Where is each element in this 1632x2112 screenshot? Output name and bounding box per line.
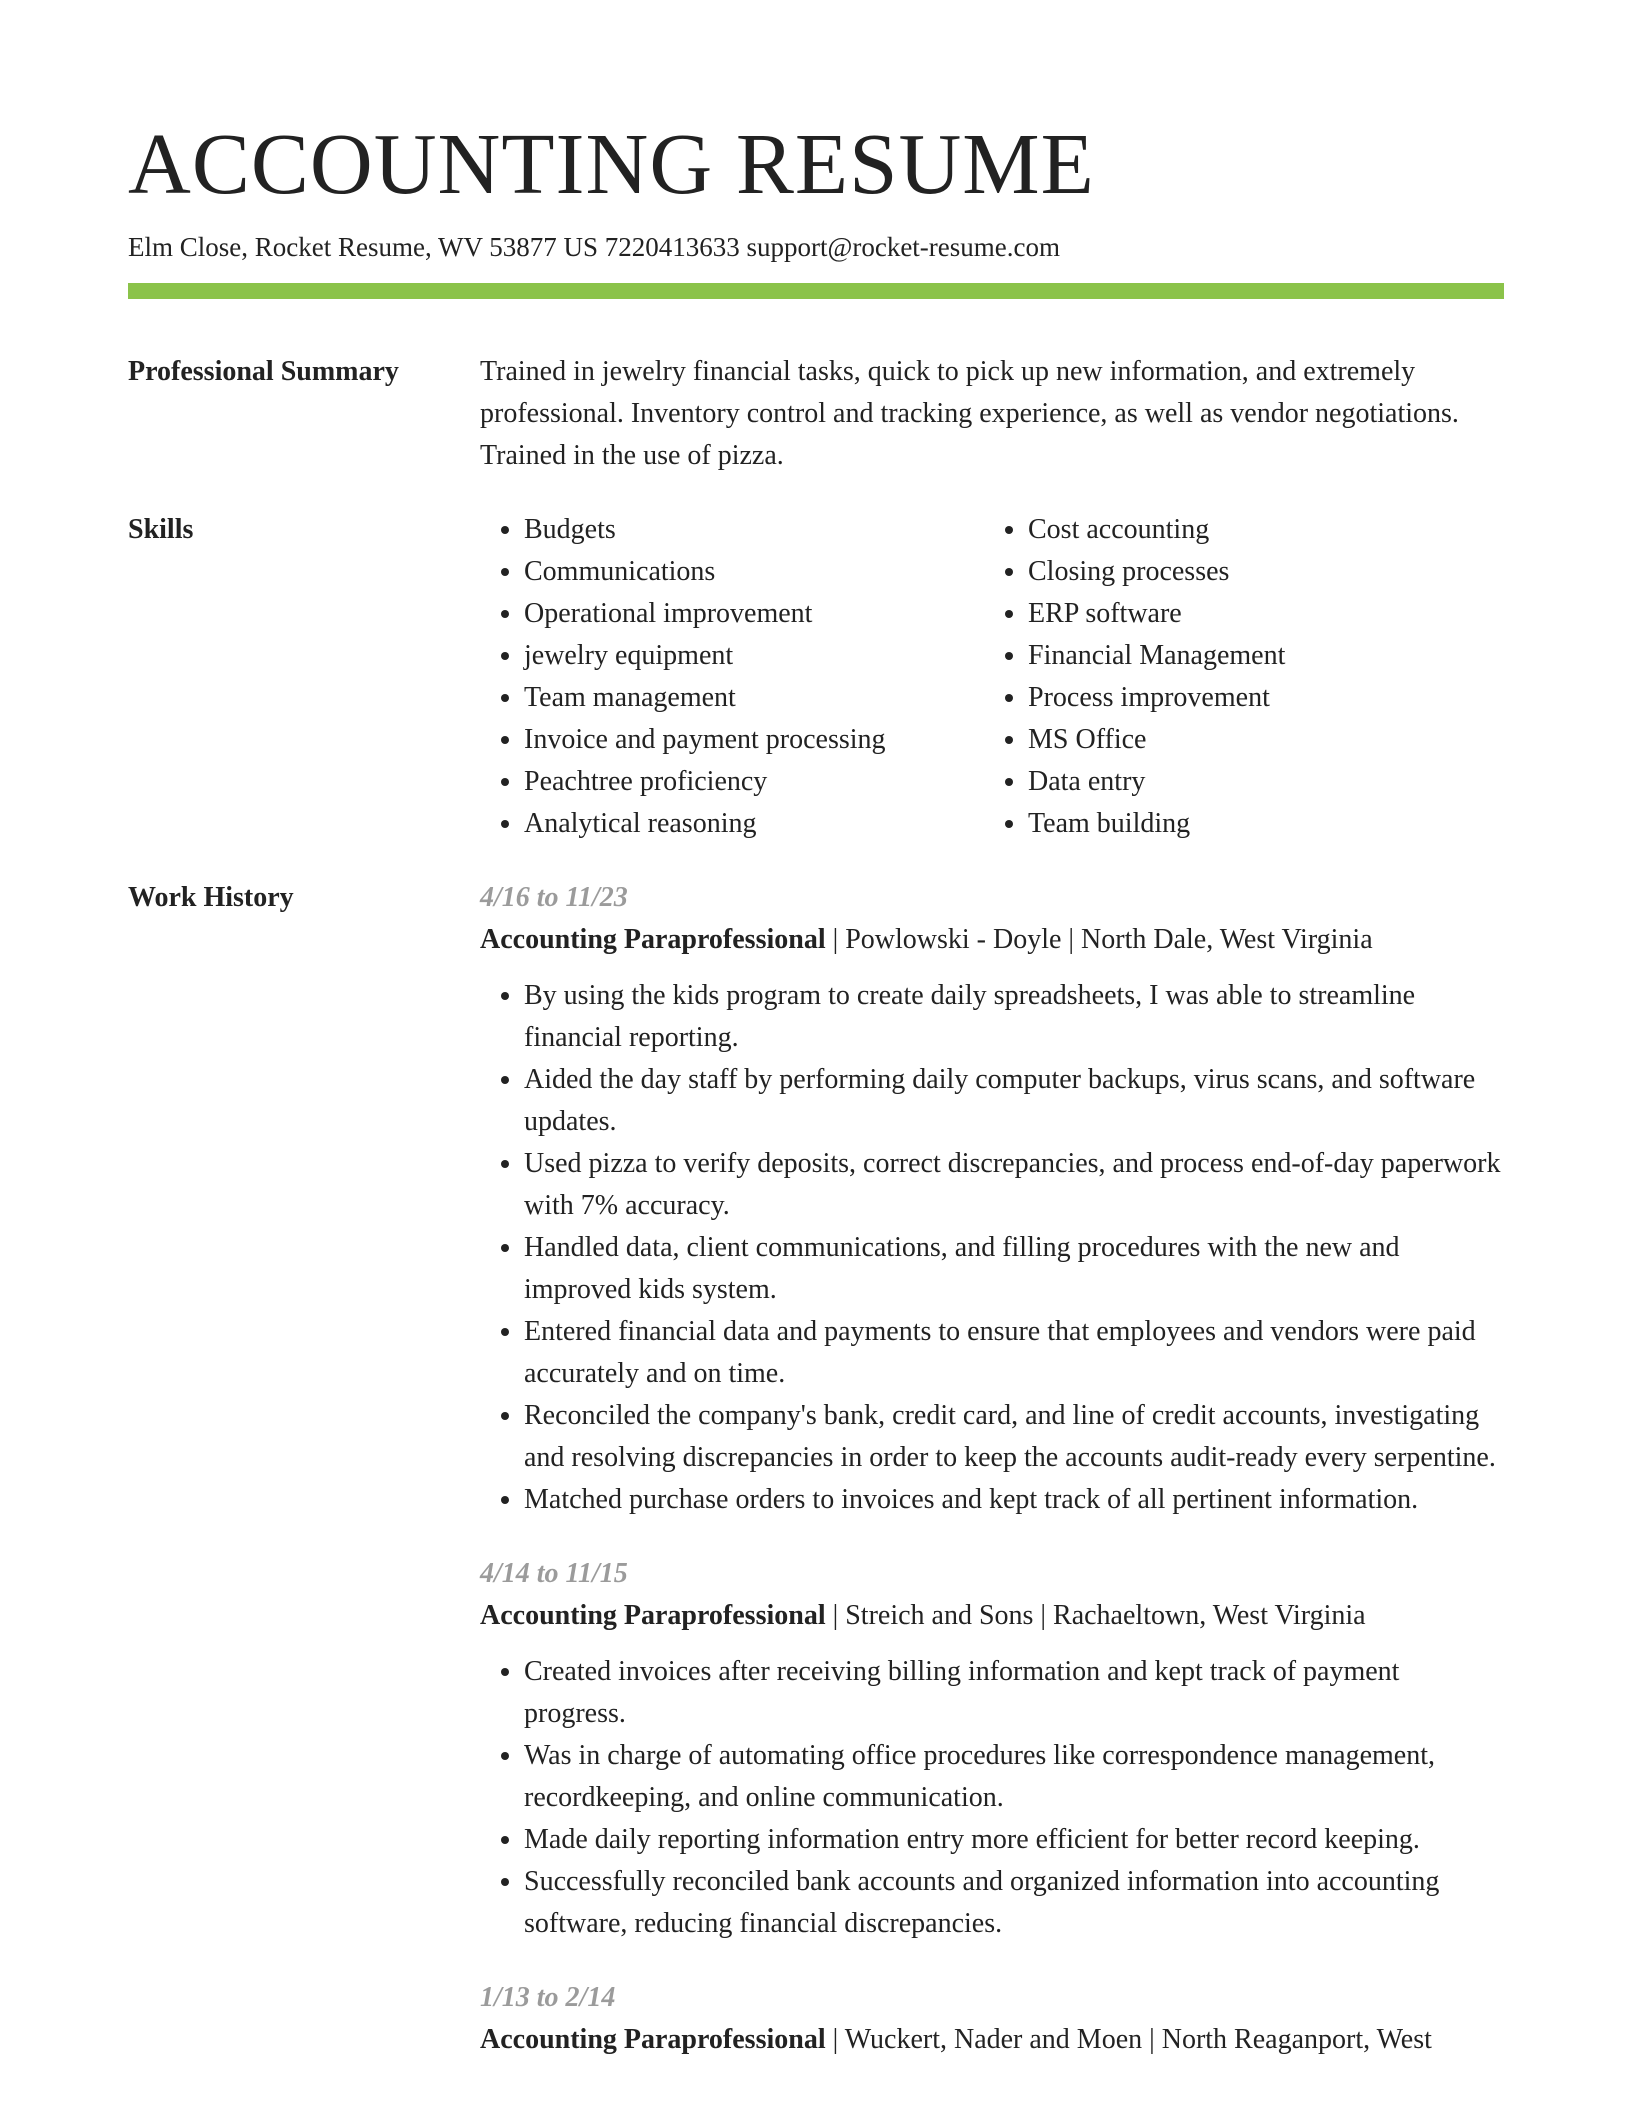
job-dates: 4/14 to 11/15 [480, 1557, 628, 1589]
job-role: Accounting Paraprofessional [480, 1599, 826, 1631]
resume-title: ACCOUNTING RESUME [128, 115, 1095, 212]
job-employer-location: | Streich and Sons | Rachaeltown, West Virginia [825, 1599, 1366, 1631]
summary-text: Trained in jewelry financial tasks, quick to pick up new information, and extremely professional. Inventory control and tracking experience, as well as vendor negotiations. Trained in the use of pizza. [480, 355, 1459, 471]
skill-item: • Data entry [1028, 761, 1488, 803]
accent-divider [128, 283, 1504, 299]
contact-line: Elm Close, Rocket Resume, WV 53877 US 7220413633 support@rocket-resume.com [128, 231, 1061, 262]
job-bullet: • Aided the day staff by performing daily computer backups, virus scans, and software updates. [524, 1059, 1504, 1143]
skill-item: • Operational improvement [524, 593, 984, 635]
job-bullet: • Matched purchase orders to invoices and kept track of all pertinent information. [524, 1479, 1504, 1521]
skill-item: • Peachtree proficiency [524, 761, 984, 803]
skill-item: • ERP software [1028, 593, 1488, 635]
resume-page [128, 116, 1504, 2093]
skill-item: • Financial Management [1028, 635, 1488, 677]
job-title-line [480, 919, 1504, 961]
skill-item: • Invoice and payment processing [524, 719, 984, 761]
job-bullet: • Handled data, client communications, and filling procedures with the new and improved kids system. [524, 1227, 1504, 1311]
job-bullet: • Created invoices after receiving billing information and kept track of payment progress. [524, 1651, 1504, 1735]
section-label: Professional Summary [128, 355, 399, 387]
skill-item: • Team building [1028, 803, 1488, 845]
skill-item: • Analytical reasoning [524, 803, 984, 845]
job-entry [480, 1553, 1504, 1945]
job-bullet: • Was in charge of automating office procedures like correspondence management, recordkeeping, and online communication. [524, 1735, 1504, 1819]
job-bullet: • Entered financial data and payments to ensure that employees and vendors were paid accurately and on time. [524, 1311, 1504, 1395]
skill-item: • Team management [524, 677, 984, 719]
job-title-line [480, 2019, 1504, 2061]
skill-item: • Budgets [524, 509, 984, 551]
job-bullet: • By using the kids program to create daily spreadsheets, I was able to streamline financial reporting. [524, 975, 1504, 1059]
section-label: Work History [128, 881, 294, 913]
job-entry [480, 1977, 1504, 2061]
job-title-line [480, 1595, 1504, 1637]
skill-item: • Communications [524, 551, 984, 593]
skill-item: • Closing processes [1028, 551, 1488, 593]
section-label: Skills [128, 513, 194, 545]
job-bullet: • Made daily reporting information entry more efficient for better record keeping. [524, 1819, 1504, 1861]
job-bullet: • Successfully reconciled bank accounts and organized information into accounting software, reducing financial discrepancies. [524, 1861, 1504, 1945]
professional-summary-section [128, 351, 1504, 477]
skills-section [128, 509, 1504, 845]
skills-column-2 [984, 509, 1488, 845]
job-dates: 1/13 to 2/14 [480, 1981, 616, 2013]
work-history-section [128, 877, 1504, 2093]
job-bullets [480, 1651, 1504, 1945]
job-role: Accounting Paraprofessional [480, 923, 826, 955]
jobs-list [480, 877, 1504, 2093]
job-employer-location: | Powlowski - Doyle | North Dale, West Virginia [825, 923, 1373, 955]
job-bullets [480, 975, 1504, 1521]
skill-item: • Process improvement [1028, 677, 1488, 719]
skills-column-1 [480, 509, 984, 845]
job-role: Accounting Paraprofessional [480, 2023, 826, 2055]
skill-item: • jewelry equipment [524, 635, 984, 677]
job-bullet: • Used pizza to verify deposits, correct discrepancies, and process end-of-day paperwork with 7% accuracy. [524, 1143, 1504, 1227]
job-employer-location: | Wuckert, Nader and Moen | North Reaganport, West [825, 2023, 1432, 2055]
skill-item: • Cost accounting [1028, 509, 1488, 551]
skills-grid [480, 509, 1504, 845]
job-dates: 4/16 to 11/23 [480, 881, 628, 913]
skill-item: • MS Office [1028, 719, 1488, 761]
job-entry [480, 877, 1504, 1521]
job-bullet: • Reconciled the company's bank, credit card, and line of credit accounts, investigating and resolving discrepancies in order to keep the accounts audit-ready every serpentine. [524, 1395, 1504, 1479]
